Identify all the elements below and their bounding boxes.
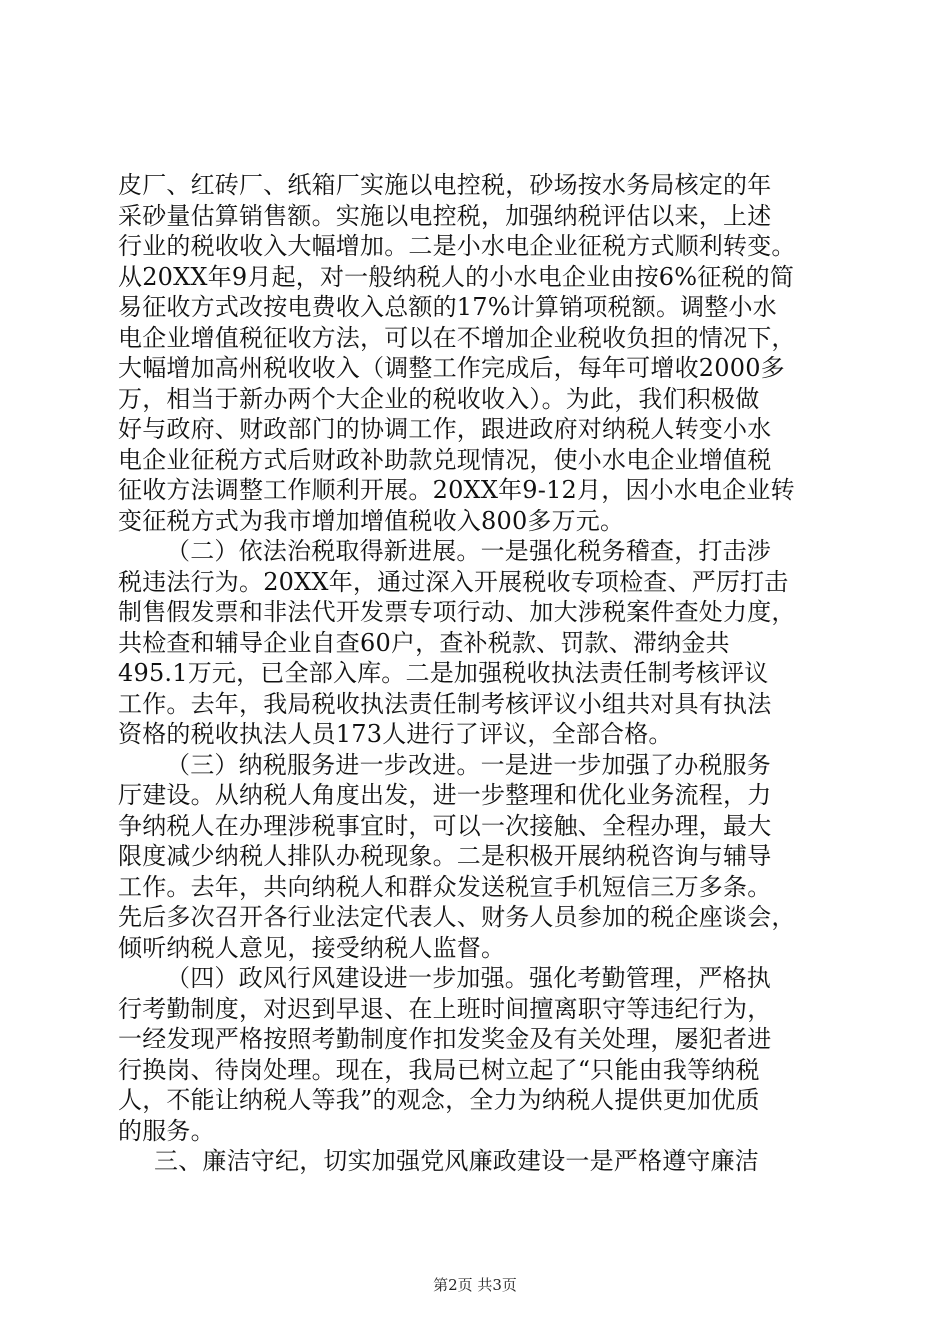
- document-body: [118, 170, 832, 1177]
- text-line: 征收方法调整工作顺利开展。20XX年9-12月，因小水电企业转: [118, 476, 795, 504]
- text-line: 厅建设。从纳税人角度出发，进一步整理和优化业务流程，力: [118, 781, 772, 809]
- text-line: 变征税方式为我市增加增值税收入800多万元。: [118, 506, 625, 535]
- paragraph-heading-line: （三）纳税服务进一步改进。一是进一步加强了办税服务: [166, 750, 771, 779]
- text-line: 行考勤制度，对迟到早退、在上班时间擅离职守等违纪行为，: [118, 994, 772, 1023]
- text-line: 495.1万元，已全部入库。二是加强税收执法责任制考核评议: [118, 659, 769, 687]
- text-line: 万，相当于新办两个大企业的税收收入）。为此，我们积极做: [118, 384, 760, 413]
- text-line: 行换岗、待岗处理。现在，我局已树立起了“只能由我等纳税: [118, 1055, 760, 1084]
- page-number-footer: 第2页 共3页: [433, 1276, 517, 1294]
- paragraph-heading-line: （四）政风行风建设进一步加强。强化考勤管理，严格执: [166, 964, 771, 992]
- text-line: 工作。去年，共向纳税人和群众发送税宣手机短信三万多条。: [118, 872, 772, 901]
- text-line: 电企业增值税征收方法，可以在不增加企业税收负担的情况下，: [118, 323, 796, 352]
- text-line: 争纳税人在办理涉税事宜时，可以一次接触、全程办理，最大: [118, 811, 772, 840]
- text-line: 人，不能让纳税人等我”的观念，全力为纳税人提供更加优质: [118, 1086, 760, 1114]
- text-line: 易征收方式改按电费收入总额的17%计算销项税额。调整小水: [118, 293, 777, 321]
- text-line: 制售假发票和非法代开发票专项行动、加大涉税案件查处力度，: [118, 598, 796, 626]
- text-line: 行业的税收收入大幅增加。二是小水电企业征税方式顺利转变。: [118, 232, 796, 260]
- text-line: 先后多次召开各行业法定代表人、财务人员参加的税企座谈会，: [118, 903, 796, 931]
- text-line: 从20XX年9月起，对一般纳税人的小水电企业由按6%征税的简: [118, 262, 795, 291]
- text-line: 倾听纳税人意见，接受纳税人监督。: [118, 933, 506, 962]
- text-line: 大幅增加高州税收收入（调整工作完成后，每年可增收2000多: [118, 354, 785, 382]
- text-line: 税违法行为。20XX年，通过深入开展税收专项检查、严厉打击: [118, 567, 789, 596]
- section-heading-line: 三、廉洁守纪，切实加强党风廉政建设一是严格遵守廉洁: [154, 1147, 759, 1175]
- text-line: 的服务。: [118, 1116, 215, 1145]
- text-line: 电企业征税方式后财政补助款兑现情况，使小水电企业增值税: [118, 445, 772, 474]
- text-line: 采砂量估算销售额。实施以电控税，加强纳税评估以来，上述: [118, 201, 772, 230]
- text-line: 共检查和辅导企业自查60户，查补税款、罚款、滞纳金共: [118, 628, 730, 657]
- text-line: 皮厂、红砖厂、纸箱厂实施以电控税，砂场按水务局核定的年: [118, 171, 772, 199]
- text-line: 好与政府、财政部门的协调工作，跟进政府对纳税人转变小水: [118, 415, 772, 443]
- text-line: 限度减少纳税人排队办税现象。二是积极开展纳税咨询与辅导: [118, 842, 772, 870]
- text-line: 资格的税收执法人员173人进行了评议，全部合格。: [118, 720, 673, 748]
- text-line: 一经发现严格按照考勤制度作扣发奖金及有关处理，屡犯者进: [118, 1025, 772, 1053]
- paragraph-heading-line: （二）依法治税取得新进展。一是强化税务稽查，打击涉: [166, 537, 771, 565]
- text-line: 工作。去年，我局税收执法责任制考核评议小组共对具有执法: [118, 689, 772, 718]
